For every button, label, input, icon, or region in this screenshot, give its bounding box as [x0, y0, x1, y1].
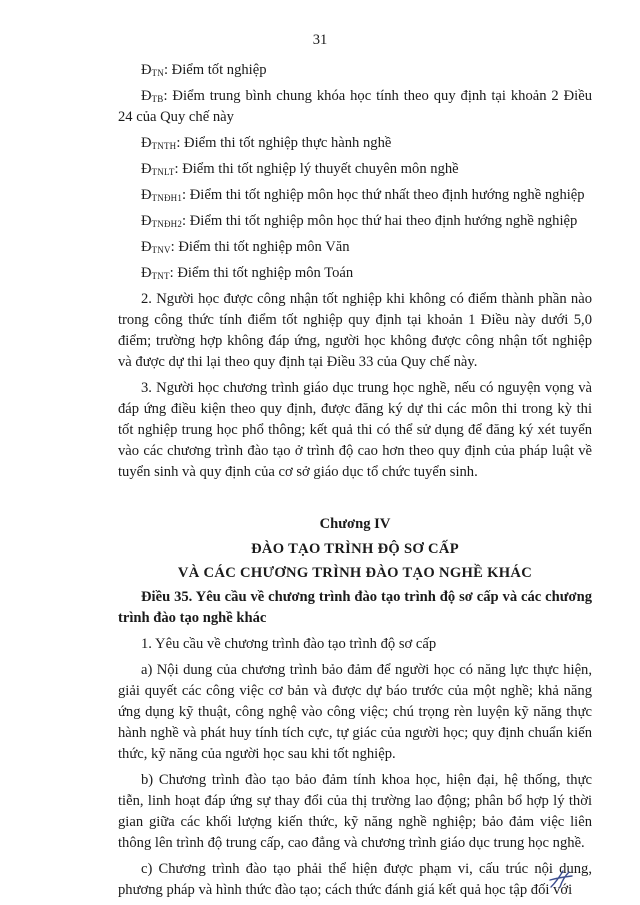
- symbol: $Đ_{TNTH}$: [141, 135, 177, 151]
- formula-definitions: [118, 60, 592, 284]
- page-content: [118, 60, 592, 901]
- page-number: 31: [312, 32, 328, 48]
- symbol: $Đ_{TNT}$: [141, 265, 170, 281]
- article-35-title: Điều 35. Yêu cầu về chương trình đào tạo trình độ sơ cấp và các chương trình đào tạo nghề khác: [118, 589, 592, 626]
- clause-3: 3. Người học chương trình giáo dục trung học nghề, nếu có nguyện vọng và đáp ứng điều kiện theo quy định, được đăng ký dự thi các môn thi trong kỳ thi tốt nghiệp trung học phổ thông; kết quả thi có thể sử dụng để đăng ký xét tuyển vào các chương trình đào tạo ở trình độ cao hơn theo quy định của pháp luật về tuyển sinh và quy định của cơ sở giáo dục tổ chức tuyển sinh.: [118, 380, 592, 480]
- symbol: $Đ_{TNĐH1}$: [141, 187, 183, 203]
- article-35-clause-1: 1. Yêu cầu về chương trình đào tạo trình độ sơ cấp: [141, 636, 437, 652]
- definition-dtnt: $Đ_{TNT}$: Điểm thi tốt nghiệp môn Toán: [141, 265, 354, 281]
- article-35-point-a: a) Nội dung của chương trình bảo đảm để người học có năng lực thực hiện, giải quyết các công việc cơ bản và được dự báo trước của một nghề; khả năng ứng dụng kỹ thuật, công nghệ vào công việc; chú trọng rèn luyện kỹ năng thực hành nghề và phát huy tính tích cực, tự giác của người học; quy định chuẩn kiến thức, kỹ năng của người học sau khi tốt nghiệp.: [118, 662, 592, 762]
- article-35-point-c: c) Chương trình đào tạo phải thể hiện được phạm vi, cấu trúc nội dung, phương pháp và hình thức đào tạo; cách thức đánh giá kết quả học tập đối với: [118, 861, 592, 898]
- symbol: $Đ_{TB}$: [141, 88, 164, 104]
- symbol: $Đ_{TN}$: [141, 62, 164, 78]
- symbol: $Đ_{TNĐH2}$: [141, 213, 183, 229]
- definition-dtndh2: $Đ_{TNĐH2}$: Điểm thi tốt nghiệp môn học thứ hai theo định hướng nghề nghiệp: [141, 213, 578, 229]
- chapter-title-line-2: VÀ CÁC CHƯƠNG TRÌNH ĐÀO TẠO NGHỀ KHÁC: [177, 565, 533, 581]
- chapter-number: Chương IV: [319, 516, 391, 532]
- signature-icon: [548, 868, 574, 890]
- definition-dtnlt: $Đ_{TNLT}$: Điểm thi tốt nghiệp lý thuyết chuyên môn nghề: [141, 161, 459, 177]
- clause-2: 2. Người học được công nhận tốt nghiệp khi không có điểm thành phần nào trong công thức tính điểm tốt nghiệp quy định tại khoản 1 Điều này dưới 5,0 điểm; trường hợp không đáp ứng, người học không được công nhận tốt nghiệp và được dự thi lại theo quy định tại Điều 33 của Quy chế này.: [118, 291, 592, 370]
- symbol: $Đ_{TNV}$: [141, 239, 171, 255]
- definition-dtnth: $Đ_{TNTH}$: Điểm thi tốt nghiệp thực hành nghề: [141, 135, 392, 151]
- definition-dtnv: $Đ_{TNV}$: Điểm thi tốt nghiệp môn Văn: [141, 239, 350, 255]
- definition-dtn: $Đ_{TN}$: Điểm tốt nghiệp: [141, 62, 267, 78]
- definition-dtndh1: $Đ_{TNĐH1}$: Điểm thi tốt nghiệp môn học thứ nhất theo định hướng nghề nghiệp: [141, 187, 585, 203]
- chapter-title-line-1: ĐÀO TẠO TRÌNH ĐỘ SƠ CẤP: [251, 541, 459, 557]
- definition-dtb: $Đ_{TB}$: Điểm trung bình chung khóa học tính theo quy định tại khoản 2 Điều 24 của Quy chế này: [118, 88, 592, 125]
- article-35-point-b: b) Chương trình đào tạo bảo đảm tính khoa học, hiện đại, hệ thống, thực tiễn, linh hoạt đáp ứng sự thay đổi của thị trường lao động; phân bổ hợp lý thời gian giữa các khối lượng kiến thức, kỹ năng nghề nghiệp; bảo đảm việc liên thông lên trình độ trung cấp, cao đẳng và chương trình giáo dục trung học nghề.: [118, 772, 592, 851]
- symbol: $Đ_{TNLT}$: [141, 161, 175, 177]
